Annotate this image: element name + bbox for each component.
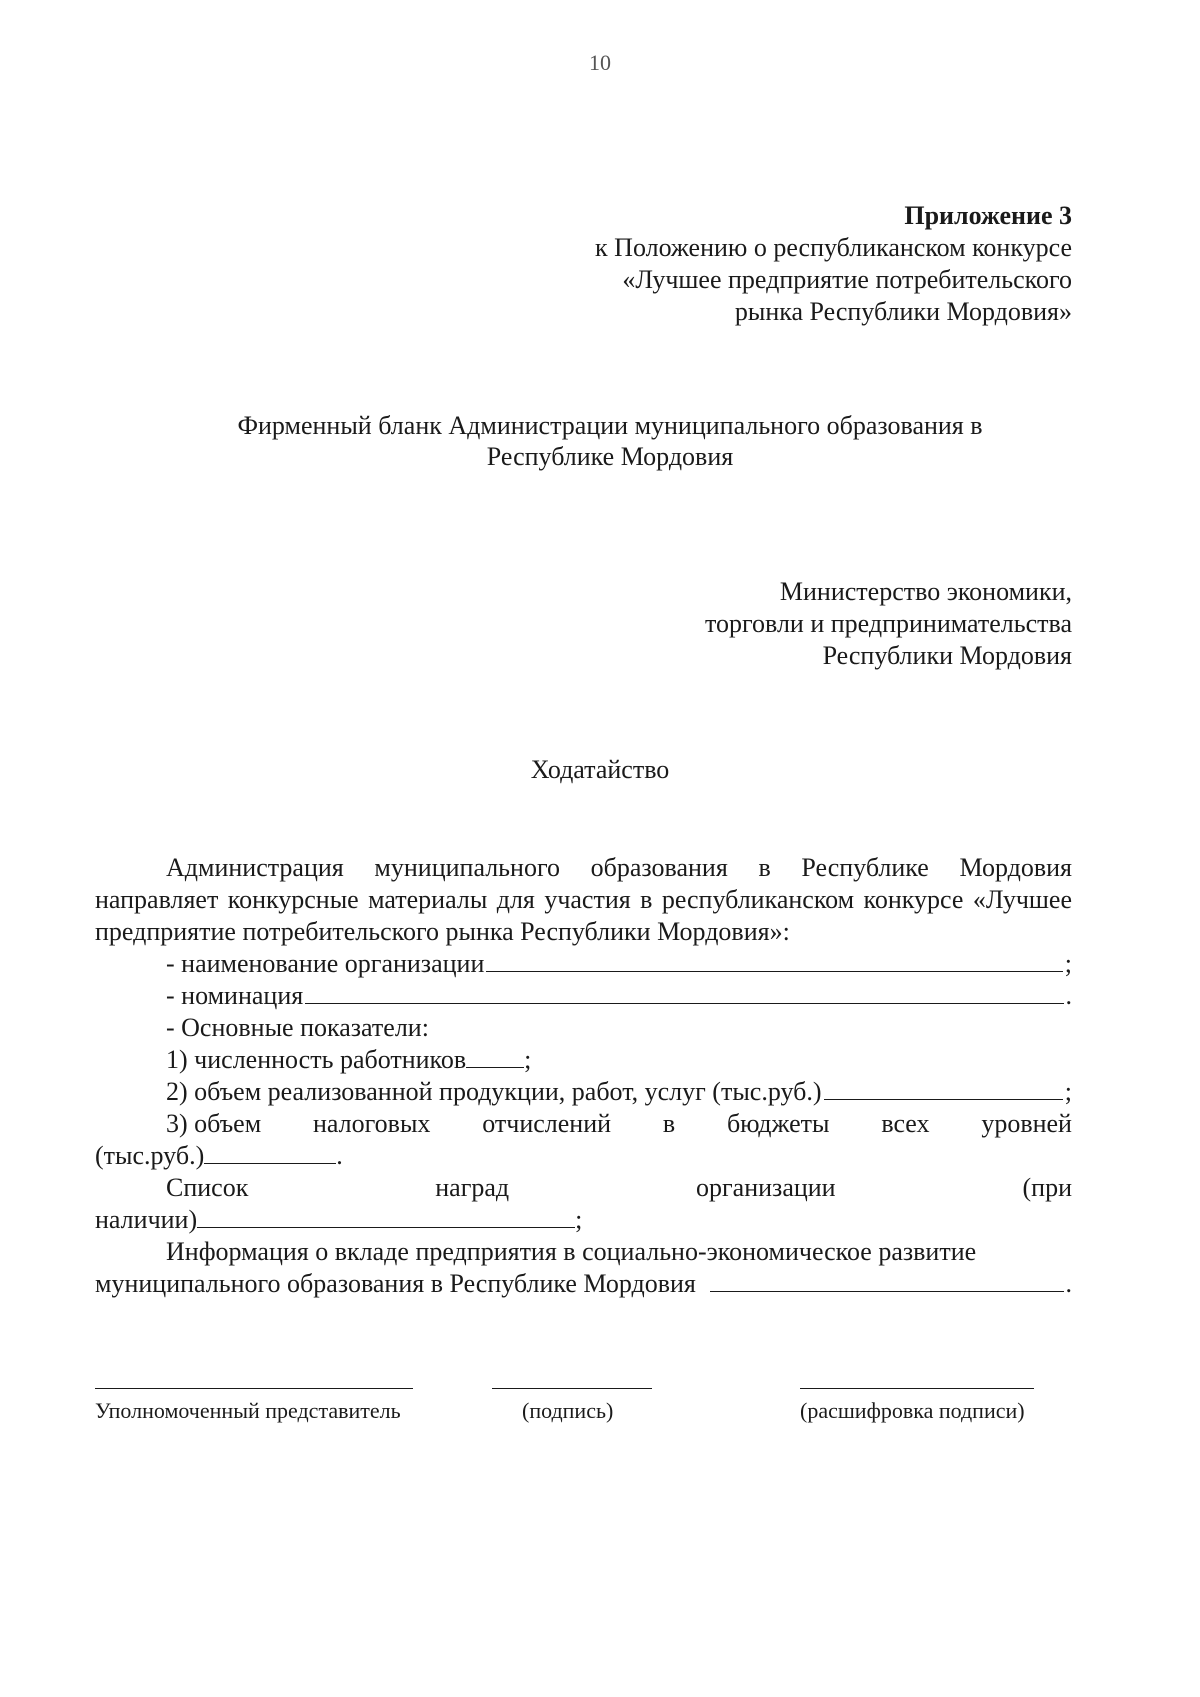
awards-word: наград: [435, 1173, 510, 1202]
tax-word: бюджеты: [726, 1109, 830, 1138]
signature-decoding-label: (расшифровка подписи): [800, 1398, 1025, 1423]
tax-label: (тыс.руб.): [95, 1141, 205, 1170]
org-name-field: [95, 948, 1072, 980]
letterhead-line: Фирменный бланк Администрации муниципального образования в: [237, 411, 983, 440]
sales-field: [95, 1076, 1072, 1108]
appendix-line: «Лучшее предприятие потребительского: [622, 265, 1072, 294]
tax-field-line1: [95, 1108, 1072, 1140]
addressee-line: торговли и предпринимательства: [704, 609, 1072, 638]
addressee-line: Министерство экономики,: [779, 577, 1072, 606]
tax-word: налоговых: [313, 1109, 431, 1138]
addressee-line: Республики Мордовия: [822, 641, 1072, 670]
representative-label: Уполномоченный представитель: [95, 1398, 401, 1423]
nomination-field: [95, 980, 1072, 1012]
tax-field-line2: [95, 1140, 1072, 1172]
info-field: [95, 1268, 1072, 1300]
sales-label: 2) объем реализованной продукции, работ, услуг (тыс.руб.): [166, 1077, 822, 1106]
page-number: 10: [589, 50, 611, 75]
employees-field: [95, 1044, 1072, 1076]
tax-word: всех: [881, 1109, 930, 1138]
tax-word: в: [662, 1109, 676, 1138]
org-name-label: - наименование организации: [166, 949, 485, 978]
employees-label: 1) численность работников: [166, 1045, 467, 1074]
tax-end: .: [336, 1141, 343, 1170]
employees-blank[interactable]: [466, 1045, 524, 1068]
info-end: .: [1065, 1269, 1072, 1298]
awards-blank[interactable]: [197, 1205, 575, 1228]
employees-end: ;: [524, 1045, 532, 1074]
info-blank[interactable]: [710, 1269, 1064, 1292]
appendix-title: Приложение 3: [904, 201, 1072, 230]
awards-word: организации: [696, 1173, 836, 1202]
awards-end: ;: [575, 1205, 583, 1234]
nomination-label: - номинация: [166, 981, 304, 1010]
awards-label: наличии): [95, 1205, 198, 1234]
nomination-blank[interactable]: [305, 981, 1063, 1004]
info-line1: Информация о вкладе предприятия в социально-экономическое развитие: [166, 1237, 977, 1266]
tax-word: уровней: [981, 1109, 1072, 1138]
intro-paragraph: Администрация муниципального образования в Республике Мордовия направляет конкурсные материалы для участия в республиканском конкурсе «Лучшее предприятие потребительского рынка Республики Мордовия»:: [95, 853, 1072, 946]
org-name-end: ;: [1064, 949, 1072, 978]
appendix-line: рынка Республики Мордовия»: [734, 297, 1072, 326]
appendix-line: к Положению о республиканском конкурсе: [595, 233, 1072, 262]
tax-blank[interactable]: [204, 1141, 336, 1164]
awards-field-line1: [95, 1172, 1072, 1204]
info-label: муниципального образования в Республике Мордовия: [95, 1269, 696, 1298]
addressee-block: [705, 576, 1072, 672]
document-title: Ходатайство: [530, 755, 670, 784]
awards-word: Список: [166, 1173, 249, 1202]
org-name-blank[interactable]: [486, 949, 1062, 972]
petition-body: [95, 852, 1072, 1300]
representative-line[interactable]: [95, 1388, 413, 1389]
signature-decoding-line[interactable]: [800, 1388, 1034, 1389]
letterhead-placeholder: [180, 410, 1040, 472]
awards-field-line2: [95, 1204, 1072, 1236]
signature-line[interactable]: [492, 1388, 652, 1389]
letterhead-line: Республике Мордовия: [486, 442, 734, 471]
awards-word: (при: [1022, 1173, 1072, 1202]
nomination-end: .: [1065, 981, 1072, 1010]
appendix-block: [595, 200, 1072, 328]
sales-end: ;: [1064, 1077, 1072, 1106]
sales-blank[interactable]: [824, 1077, 1063, 1100]
tax-word: 3) объем: [166, 1109, 262, 1138]
signature-label: (подпись): [522, 1398, 614, 1423]
tax-word: отчислений: [482, 1109, 612, 1138]
indicators-label: - Основные показатели:: [166, 1013, 429, 1042]
